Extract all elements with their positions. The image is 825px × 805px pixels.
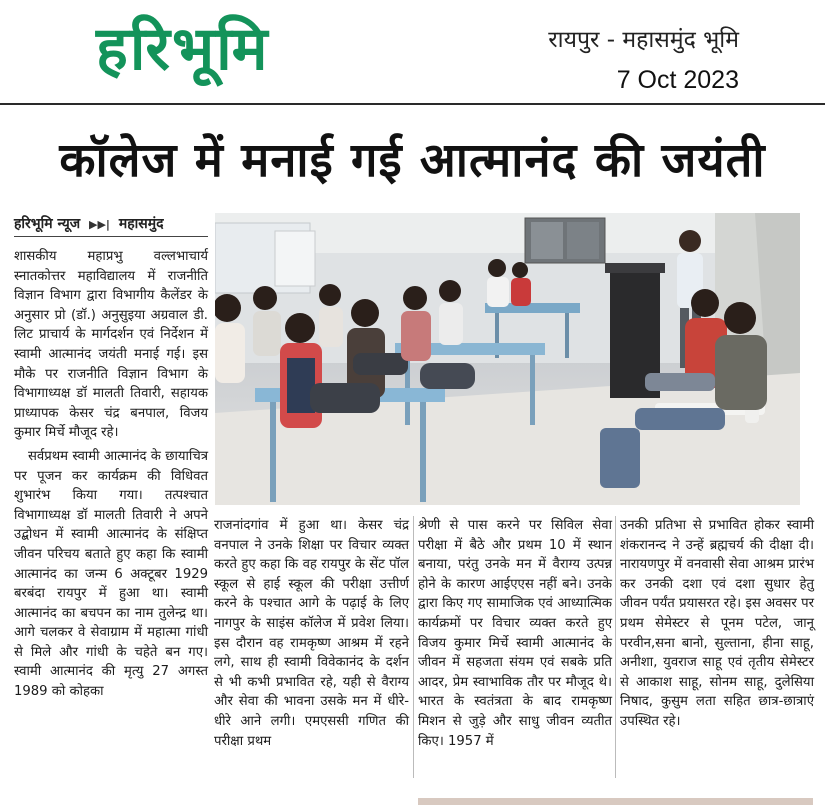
article-headline: कॉलेज में मनाई गई आत्मानंद की जयंती xyxy=(59,133,766,188)
column-divider xyxy=(615,516,616,778)
paragraph: सर्वप्रथम स्वामी आत्मानंद के छायाचित्र पर पूजन कर कार्यक्रम की विधिवत शुभारंभ किया गया। तत्पश्चात विभागाध्यक्ष डॉ मालती तिवारी ने अपने उद्बोधन में स्वामी आत्मानंद के संक्षिप्त जीवन परिचय बताते हुए कहा कि स्वामी आत्मानंद का जन्म 6 अक्टूबर 1929 बरबंदा रायपुर में हुआ था। स्वामी आत्मानंद का बचपन का नाम तुलेन्द्र था। आगे चलकर वे सेवाग्राम में महात्मा गांधी से मिले और गांधी के चहेते बन गए। स्वामी आत्मानंद की मृत्यु 27 अगस्त 1989 को कोहका xyxy=(14,448,208,700)
byline-place: महासमुंद xyxy=(118,216,164,232)
byline xyxy=(14,214,208,237)
paragraph: उनकी प्रतिभा से प्रभावित होकर स्वामी शंकरानन्द ने उन्हें ब्रह्मचर्य की दीक्षा दी। नारायणपुर में वनवासी सेवा आश्रम प्रारंभ कर उनकी दशा एवं दशा सुधार हेतु जीवन पर्यंत प्रयासरत रहे। इस अवसर पर प्रथम सेमेस्टर से पूनम पटेल, जानू परवीन,सना बानो, सुल्ताना, हीना साहू, अनीशा, युवराज साहू एवं तृतीय सेमेस्टर से आकाश साहू, सोनम साहू, दुलेसिया निषाद, कुसुम लता सहित छात्र-छात्राएं उपस्थित रहे। xyxy=(620,518,814,729)
column-divider xyxy=(413,516,414,778)
byline-source: हरिभूमि न्यूज xyxy=(14,216,81,232)
article-column-4 xyxy=(620,516,814,736)
edition-label: रायपुर - महासमुंद भूमि xyxy=(548,27,739,53)
article-column-2 xyxy=(214,516,409,755)
newspaper-logo: हरिभूमि xyxy=(96,14,270,84)
publication-date: 7 Oct 2023 xyxy=(616,66,739,94)
article-column-1 xyxy=(14,247,208,706)
event-photo xyxy=(215,213,800,505)
article-column-3 xyxy=(418,516,612,755)
paragraph: श्रेणी से पास करने पर सिविल सेवा परीक्षा में बैठे और प्रथम 10 में स्थान बनाया, परंतु उनके मन में वैराग्य उत्पन्न होने के कारण आईएएस नहीं बने। उनके द्वारा किए गए सामाजिक एवं आध्यात्मिक कार्यक्रमों पर विचार व्यक्त करते हुए विजय कुमार मिर्चे स्वामी आत्मानंद के जीवन में सहजता संयम एवं सबके प्रति आदर, प्रेम स्वाभाविक तौर पर मौजूद थे। भारत के स्वतंत्रता के बाद रामकृष्ण मिशन से जुड़े और साधु जीवन व्यतीत किए। 1957 में xyxy=(418,518,612,749)
paragraph: राजनांदगांव में हुआ था। केसर चंद्र वनपाल ने उनके शिक्षा पर विचार व्यक्त करते हुए कहा कि वह रायपुर के सेंट पॉल स्कूल से हाई स्कूल की परीक्षा उत्तीर्ण करने के पश्चात आगे के पढ़ाई के लिए नागपुर के साइंस कॉलेज में प्रवेश लिया। इस दौरान वह रामकृष्ण आश्रम में रहने लगे, साथ ही स्वामी विवेकानंद के दर्शन से भी कभी प्रभावित रहे, यही से वैराग्य और सेवा की भावना उसके मन में धीरे-धीरे आने लगी। एमएससी गणित की परीक्षा प्रथम xyxy=(214,518,409,749)
masthead xyxy=(0,0,825,105)
byline-arrows-icon: ▶▶| xyxy=(89,218,110,231)
classroom-photo-illustration xyxy=(215,213,800,505)
paragraph: शासकीय महाप्रभु वल्लभाचार्य स्नातकोत्तर महाविद्यालय में राजनीति विज्ञान विभाग द्वारा विभागीय कैलेंडर के अनुसार प्रो (डॉ.) अनुसुइया अग्रवाल डी. लिट प्राचार्य के मार्गदर्शन एवं निर्देशन में स्वामी आत्मानंद जयंती मनाई गई। इस मौके पर राजनीति विज्ञान विभाग के विभागाध्यक्ष डॉ मालती तिवारी, सहायक प्राध्यापक केसर चंद्र बनपाल, विजय कुमार मिर्चे मौजूद रहे। xyxy=(14,249,208,441)
next-article-image-edge xyxy=(418,798,813,805)
